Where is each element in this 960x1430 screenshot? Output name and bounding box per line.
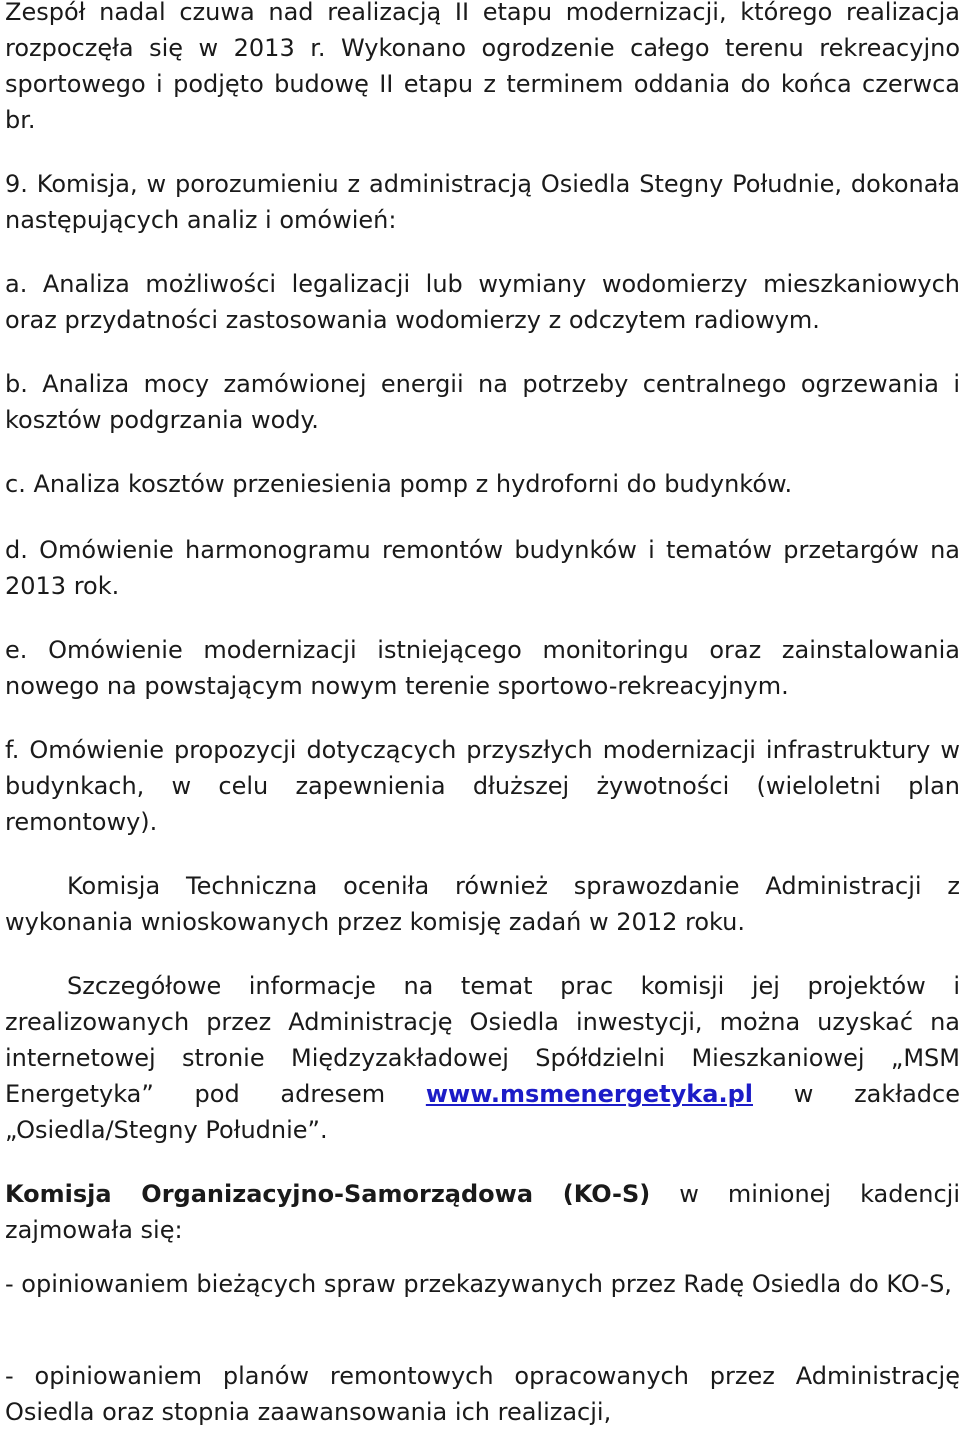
list-item-a: a. Analiza możliwości legalizacji lub wymiany wodomierzy mieszkaniowych oraz przydatności zastosowania wodomierzy z odczytem radiowym. [5, 270, 960, 334]
dash-item-2: - opiniowaniem planów remontowych opracowanych przez Administrację Osiedla oraz stopnia zaawansowania ich realizacji, [5, 1362, 960, 1426]
details-text-after: w zakładce „Osiedla/Stegny Południe”. [5, 1080, 960, 1144]
paragraph-details-info [5, 968, 960, 1148]
list-item-b: b. Analiza mocy zamówionej energii na potrzeby centralnego ogrzewania i kosztów podgrzania wody. [5, 370, 960, 434]
paragraph-point-9: 9. Komisja, w porozumieniu z administracją Osiedla Stegny Południe, dokonała następujących analiz i omówień: [5, 170, 960, 234]
website-link[interactable]: www.msmenergetyka.pl [425, 1080, 753, 1108]
details-text-before: Szczegółowe informacje na temat prac komisji jej projektów i zrealizowanych przez Administrację Osiedla inwestycji, można uzyskać na internetowej stronie Międzyzakładowej Spółdzielni Mieszkaniowej „MSM Energetyka” pod adresem [5, 972, 960, 1108]
kos-heading: Komisja Organizacyjno-Samorządowa (KO-S) [5, 1180, 651, 1208]
paragraph-kos-intro [5, 1176, 960, 1248]
list-item-f: f. Omówienie propozycji dotyczących przyszłych modernizacji infrastruktury w budynkach, w celu zapewnienia dłuższej żywotności (wieloletni plan remontowy). [5, 736, 960, 836]
kos-intro-text: w minionej kadencji zajmowała się: [5, 1180, 960, 1244]
paragraph-report-evaluation: Komisja Techniczna oceniła również sprawozdanie Administracji z wykonania wnioskowanych przez komisję zadań w 2012 roku. [5, 872, 960, 936]
list-item-c: c. Analiza kosztów przeniesienia pomp z hydroforni do budynków. [5, 470, 793, 498]
list-item-d: d. Omówienie harmonogramu remontów budynków i tematów przetargów na 2013 rok. [5, 536, 960, 600]
paragraph-stadium-modernization: Zespół nadal czuwa nad realizacją II etapu modernizacji, którego realizacja rozpoczęła się w 2013 r. Wykonano ogrodzenie całego terenu rekreacyjno sportowego i podjęto budowę II etapu z terminem oddania do końca czerwca br. [5, 0, 960, 134]
dash-item-1: - opiniowaniem bieżących spraw przekazywanych przez Radę Osiedla do KO-S, [5, 1270, 952, 1298]
list-item-e: e. Omówienie modernizacji istniejącego monitoringu oraz zainstalowania nowego na powstającym nowym terenie sportowo-rekreacyjnym. [5, 636, 960, 700]
